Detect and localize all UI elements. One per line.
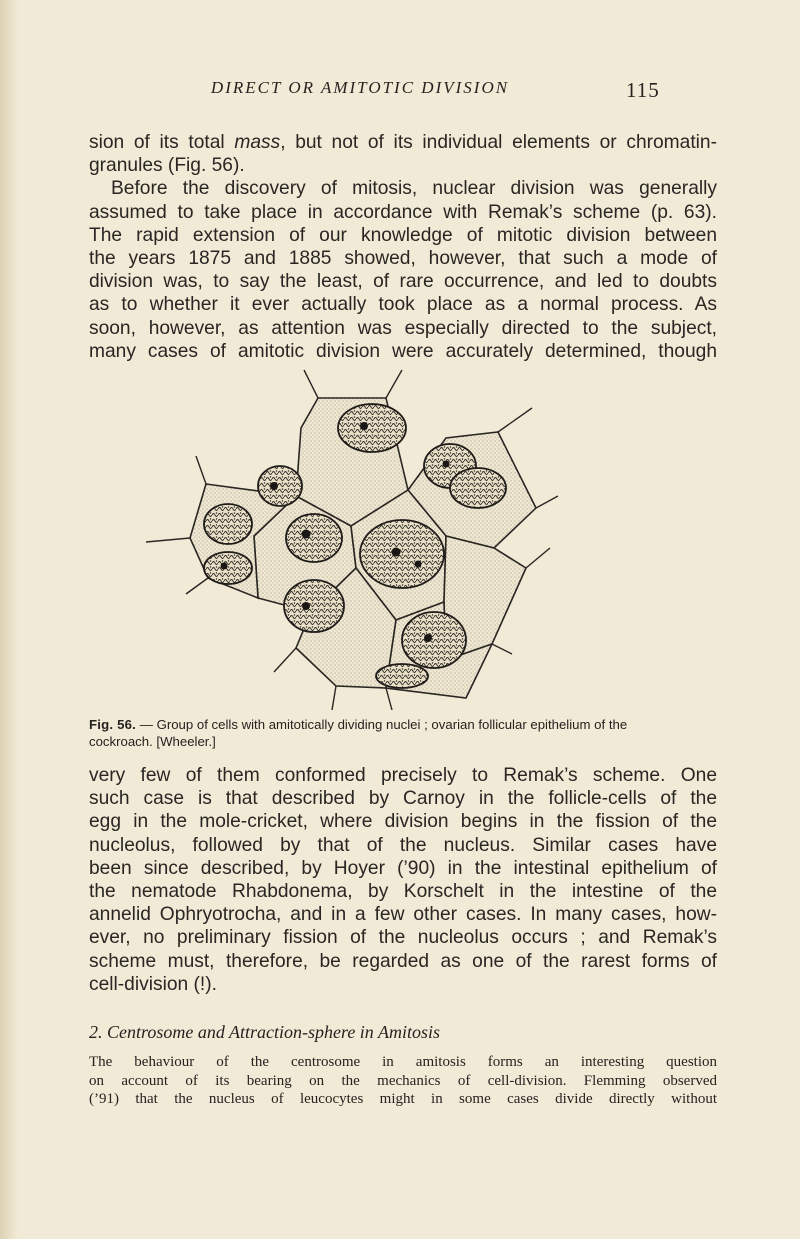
text-line: scheme must, therefore, be regarded as one of the rarest forms of — [89, 950, 717, 972]
text-line: as to whether it ever actually took place as a normal process. As — [89, 294, 717, 316]
text-line: The behaviour of the centrosome in amitosis forms an interesting question — [89, 1054, 717, 1070]
text-line: Before the discovery of mitosis, nuclear division was generally — [111, 178, 717, 200]
text-line: very few of them conformed precisely to Remak’s scheme. One — [89, 765, 717, 786]
text-line: division was, to say the least, of rare occurrence, and led to doubts — [89, 271, 717, 293]
text-line: granules (Fig. 56). — [89, 155, 245, 177]
figure-label: Fig. 56. — [89, 717, 137, 732]
page-number: 115 — [626, 78, 660, 102]
text-line: sion of its total mass, but not of its individual elements or chromatin- — [89, 132, 717, 153]
cell-group-drawing — [146, 368, 616, 710]
caption-text: — Group of cells with amitotically dividing nuclei ; ovarian follicular epithelium of the — [139, 717, 628, 732]
paragraph-continuation — [89, 131, 717, 363]
text-line: nucleolus, followed by that of the nucleus. Similar cases have — [89, 834, 717, 856]
text-line: cell-division (!). — [89, 973, 217, 995]
text-line: egg in the mole-cricket, where division begins in the fission of the — [89, 811, 717, 833]
text-line: the years 1875 and 1885 showed, however, that such a mode of — [89, 248, 717, 270]
text-line: The rapid extension of our knowledge of mitotic division between — [89, 224, 717, 246]
text-line: on account of its bearing on the mechanics of cell-division. Flemming observed — [89, 1072, 717, 1089]
text-line: annelid Ophryotrocha, and in a few other cases. In many cases, how- — [89, 904, 717, 926]
figure-caption — [89, 716, 717, 750]
italic-word: mass — [234, 132, 281, 153]
text-line: been since described, by Hoyer (’90) in the intestinal epithelium of — [89, 857, 717, 879]
text-line: such case is that described by Carnoy in the follicle-cells of the — [89, 788, 717, 810]
text-line: soon, however, as attention was especially directed to the subject, — [89, 317, 717, 339]
text-line: the nematode Rhabdonema, by Korschelt in the intestine of the — [89, 881, 717, 903]
section-heading: 2. Centrosome and Attraction-sphere in Amitosis — [89, 1022, 440, 1042]
caption-text-line2: cockroach. [Wheeler.] — [89, 734, 216, 749]
paragraph-small — [89, 1053, 717, 1109]
text-line: many cases of amitotic division were accurately determined, though — [89, 340, 717, 362]
paragraph-main — [89, 764, 717, 996]
running-head: DIRECT OR AMITOTIC DIVISION — [210, 78, 510, 97]
text-line: assumed to take place in accordance with Remak’s scheme (p. 63). — [89, 201, 717, 223]
figure-56-illustration — [146, 368, 616, 710]
page-edge-shadow — [0, 0, 18, 1239]
text-line: ever, no preliminary fission of the nucleolus occurs ; and Remak’s — [89, 927, 717, 949]
text-line: (’91) that the nucleus of leucocytes might in some cases divide directly without — [89, 1091, 717, 1108]
